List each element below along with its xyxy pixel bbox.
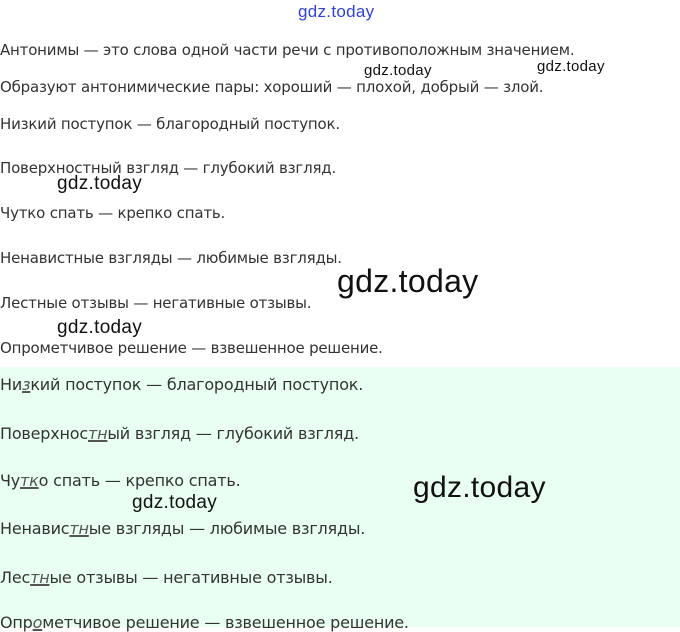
answer-text: ый взгляд — глубокий взгляд.	[107, 424, 359, 443]
answer-text: Ни	[0, 375, 23, 394]
answer-text: ые взгляды — любимые взгляды.	[88, 519, 366, 538]
highlighted-letters: тк	[20, 471, 39, 490]
antonym-pair-1: Низкий поступок — благородный поступок.	[0, 115, 340, 133]
antonym-pair-4: Ненавистные взгляды — любимые взгляды.	[0, 249, 342, 267]
answer-text: метчивое решение — взвешенное решение.	[42, 613, 409, 632]
answer-line-3	[0, 471, 240, 490]
watermark: gdz.today	[57, 317, 143, 338]
answer-text: Чу	[0, 471, 21, 490]
definition-line: Антонимы — это слова одной части речи с противоположным значением.	[0, 41, 575, 59]
watermark: gdz.today	[537, 58, 605, 75]
watermark: gdz.today	[337, 263, 479, 299]
highlighted-letters: тн	[69, 519, 89, 538]
watermark-logo: gdz.today	[298, 2, 375, 21]
highlighted-letters: о	[32, 613, 43, 632]
answer-line-4	[0, 519, 365, 538]
example-pairs-line: Образуют антонимические пары: хороший — плохой, добрый — злой.	[0, 78, 544, 96]
watermark: gdz.today	[413, 471, 546, 504]
antonym-pair-5: Лестные отзывы — негативные отзывы.	[0, 294, 312, 312]
watermark: gdz.today	[364, 62, 432, 79]
answer-text: ые отзывы — негативные отзывы.	[49, 568, 333, 587]
answer-panel	[0, 367, 680, 632]
answer-text: Лес	[0, 568, 31, 587]
antonym-pair-6: Опрометчивое решение — взвешенное решение.	[0, 339, 383, 357]
antonym-pair-3: Чутко спать — крепко спать.	[0, 204, 226, 222]
highlighted-letters: тн	[30, 568, 50, 587]
highlighted-letters: тн	[87, 424, 108, 443]
answer-text: Поверхнос	[0, 424, 88, 443]
answer-line-1	[0, 375, 363, 394]
answer-text: Опр	[0, 613, 33, 632]
watermark: gdz.today	[57, 173, 143, 194]
highlighted-letters: з	[22, 375, 31, 394]
answer-line-2	[0, 424, 359, 443]
answer-text: кий поступок — благородный поступок.	[30, 375, 364, 394]
answer-text: Ненавис	[0, 519, 70, 538]
answer-line-6	[0, 613, 409, 632]
antonym-pair-2: Поверхностный взгляд — глубокий взгляд.	[0, 159, 337, 177]
answer-line-5	[0, 568, 333, 587]
watermark: gdz.today	[132, 492, 218, 513]
answer-text: о спать — крепко спать.	[38, 471, 241, 490]
